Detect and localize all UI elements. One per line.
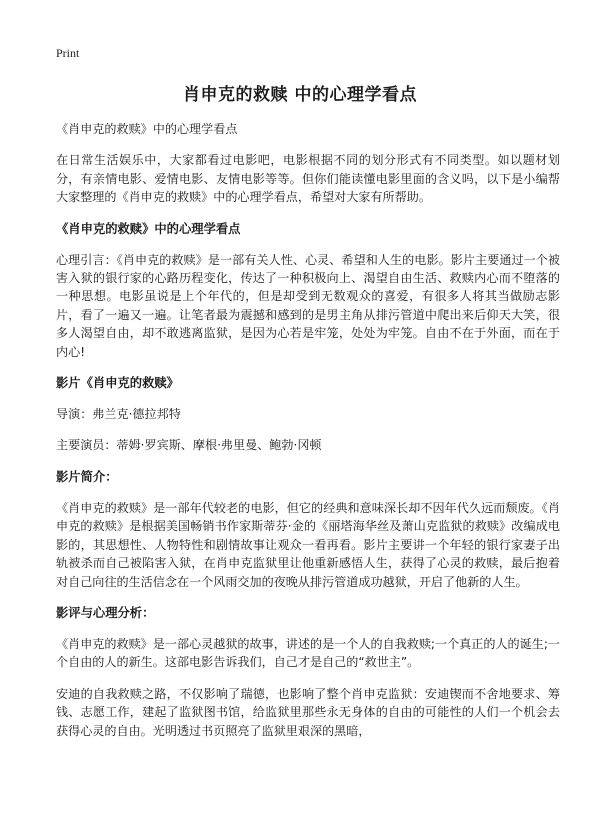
section-heading-synopsis: 影片简介： [56,469,118,484]
cast-line: 主要演员：蒂姆·罗宾斯、摩根·弗里曼、鲍勃·冈顿 [56,438,322,453]
intro-paragraph: 在日常生活娱乐中，大家都看过电影吧，电影根据不同的划分形式有不同类型。如以题材划分，有亲情电影、爱情电影、友情电影等等。但你们能读懂电影里面的含义吗，以下是小编帮大家整理的《肖申克的救赎》中的心理学看点，希望对大家有所帮助。 [56,153,560,205]
psychology-intro-paragraph: 心理引言：《肖申克的救赎》是一部有关人性、心灵、希望和人生的电影。影片主要通过一个被害入狱的银行家的心路历程变化，传达了一种积极向上、渴望自由生活、救赎内心而不堕落的一种思想。电影虽说是上个年代的，但是却受到无数观众的喜爱，有很多人将其当做励志影片，看了一遍又一遍。让笔者最为震撼和感到的是男主角从排污管道中爬出来后仰天大笑，很多人渴望自由，却不敢逃离监狱，是因为心若是牢笼，处处为牢笼。自由不在于外面，而在于内心! [56,252,560,359]
section-heading-film: 影片《肖申克的救赎》 [56,376,179,391]
page-title: 肖申克的救赎 中的心理学看点 [183,85,417,105]
section-heading-review: 影评与心理分析： [56,605,155,620]
review-paragraph-2: 安迪的自我救赎之路，不仅影响了瑞德，也影响了整个肖申克监狱：安迪锲而不舍地要求、筹钱、志愿工作，建起了监狱图书馆，给监狱里那些永无身体的自由的可能性的人们一个机会去获得心灵的自由。光明透过书页照亮了监狱里艰深的黑暗， [56,686,560,738]
review-paragraph-1: 《肖申克的救赎》是一部心灵越狱的故事，讲述的是一个人的自我救赎;一个真正的人的诞生;一个自由的人的新生。这部电影告诉我们，自己才是自己的“救世主”。 [56,636,560,670]
print-link[interactable]: Print [56,46,80,60]
article-body [56,120,560,753]
article-subtitle: 《肖申克的救赎》中的心理学看点 [56,122,238,136]
synopsis-paragraph: 《肖申克的救赎》是一部年代较老的电影，但它的经典和意味深长却不因年代久远而颓废。《肖申克的救赎》是根据美国畅销书作家斯蒂芬·金的《丽塔海华丝及萧山克监狱的救赎》改编成电影的，其思想性、人物特性和剧情故事让观众一看再看。影片主要讲一个年轻的银行家妻子出轨被杀而自己被陷害入狱，在肖申克监狱里让他重新感悟人生，获得了心灵的救赎，最后抱着对自己向往的生活信念在一个风雨交加的夜晚从排污管道成功越狱，开启了他新的人生。 [56,500,560,589]
section-heading-psychology: 《肖申克的救赎》中的心理学看点 [56,221,241,236]
director-line: 导演：弗兰克·德拉邦特 [56,407,181,422]
